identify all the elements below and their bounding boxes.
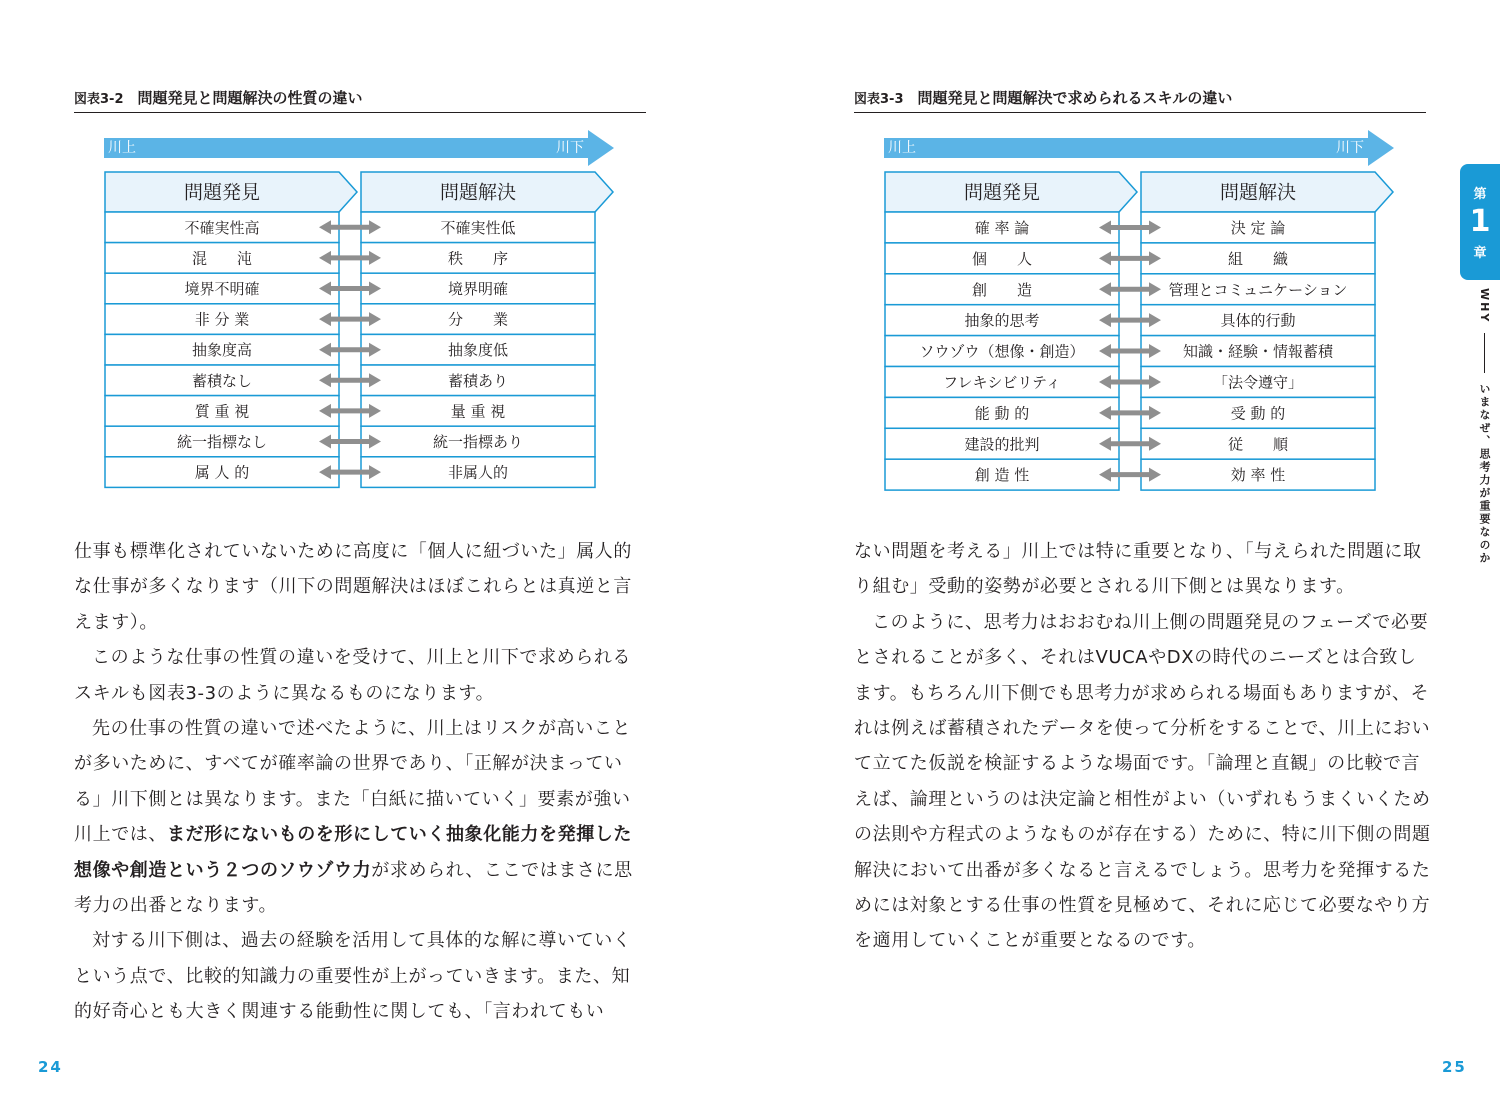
chapter-tab [1460, 164, 1500, 280]
problem-solving-header: 問題解決 [1219, 181, 1297, 204]
double-arrow-icon [1099, 220, 1161, 234]
row-left-text: 蓄積なし [191, 371, 253, 390]
problem-finding-header: 問題発見 [183, 181, 261, 204]
running-header-title: いまなぜ、思考力が重要なのか [1478, 383, 1491, 565]
figure-number: 図表3-3 [854, 92, 904, 107]
row-left-text: 創 造 [971, 280, 1033, 299]
double-arrow-icon [1099, 437, 1161, 451]
double-arrow-icon [319, 343, 381, 357]
row-left-text: 非 分 業 [194, 310, 250, 329]
double-arrow-icon [319, 312, 381, 326]
double-arrow-icon [1099, 468, 1161, 482]
double-arrow-icon [319, 465, 381, 479]
running-header [1462, 288, 1492, 565]
row-left-text: 質 重 視 [194, 402, 250, 421]
double-arrow-icon [1099, 344, 1161, 358]
row-right-text: 蓄積あり [447, 371, 509, 390]
row-right-text: 受 動 的 [1230, 404, 1286, 423]
row-left-text: 建設的批判 [964, 435, 1040, 454]
row-right-text: 知識・経験・情報蓄積 [1182, 342, 1334, 361]
double-arrow-icon [319, 251, 381, 265]
problem-finding-header: 問題発見 [963, 181, 1041, 204]
row-right-text: 統一指標あり [432, 433, 524, 451]
figure-title-right [854, 84, 1426, 113]
row-right-text: 分 業 [447, 310, 509, 329]
row-right-text: 非属人的 [447, 463, 509, 482]
flow-arrow [104, 130, 614, 166]
row-left-text: ソウゾウ（想像・創造） [919, 342, 1085, 361]
paragraph: このように、思考力はおおむね川上側の問題発見のフェーズで必要とされることが多く、それはVUCAやDXの時代のニーズとは合致します。もちろん川下側でも思考力が求められる場面もありますが、それは例えば蓄積されたデータを使って分析をすることで、川上において立てた仮説を検証するような場面です。「論理と直観」の比較で言えば、論理というのは決定論と相性がよい（いずれもうまくいくための法則や方程式のようなものが存在する）ために、特に川下側の問題解決において出番が多くなると言えるでしょう。思考力を発揮するためには対象とする仕事の性質を見極めて、それに応じて必要なやり方を適用していくことが重要となるのです。 [854, 611, 1431, 952]
row-right-text: 「法令遵守」 [1212, 373, 1304, 392]
figure-title-text: 問題発見と問題解決で求められるスキルの違い [917, 89, 1233, 107]
double-arrow-icon [319, 282, 381, 296]
row-left-text: 抽象度高 [191, 341, 253, 360]
double-arrow-icon [319, 220, 381, 234]
downstream-label: 川下 [1336, 140, 1364, 156]
double-arrow-icon [319, 373, 381, 387]
figure-title-text: 問題発見と問題解決の性質の違い [137, 89, 363, 107]
running-header-why: WHY [1478, 288, 1491, 324]
upstream-label: 川上 [108, 140, 136, 156]
paragraph: 先の仕事の性質の違いで述べたように、川上はリスクが高いことが多いために、すべてが確率論の世界であり、「正解が決まっている」川下側とは異なります。また「白紙に描いていく」要素が強い川上では、まだ形にないものを形にしていく抽象化能力を発揮した想像や創造という２つのソウゾウ力が求められ、ここではまさに思考力の出番となります。 [74, 718, 633, 917]
double-arrow-icon [319, 404, 381, 418]
row-left-text: 不確実性高 [184, 218, 260, 237]
figure-number: 図表3-2 [74, 92, 124, 107]
upstream-label: 川上 [888, 140, 916, 156]
row-left-text: 創 造 性 [974, 466, 1030, 485]
problem-solving-header: 問題解決 [439, 181, 517, 204]
paragraph: 仕事も標準化されていないために高度に「個人に紐づいた」属人的な仕事が多くなります（川下の問題解決はほぼこれらとは真逆と言えます）。 [74, 541, 632, 633]
row-right-text: 組 織 [1227, 249, 1289, 268]
divider [1484, 333, 1485, 373]
chapter-number: 1 [1469, 204, 1491, 239]
flow-arrow [884, 130, 1394, 166]
row-left-text: 統一指標なし [176, 433, 268, 451]
row-left-text: 抽象的思考 [964, 311, 1040, 330]
row-right-text: 決 定 論 [1230, 218, 1286, 237]
row-right-text: 量 重 視 [450, 402, 506, 421]
double-arrow-icon [1099, 251, 1161, 265]
row-left-text: 属 人 的 [194, 463, 250, 482]
page-number-right: 25 [1442, 1058, 1467, 1076]
body-text-right [854, 534, 1432, 959]
body-text-left [74, 534, 648, 1030]
row-left-text: 境界不明確 [184, 280, 260, 298]
paragraph: このような仕事の性質の違いを受けて、川上と川下で求められるスキルも図表3-3のように異なるものになります。 [74, 647, 632, 704]
row-right-text: 不確実性低 [440, 218, 516, 237]
double-arrow-icon [319, 435, 381, 449]
row-right-text: 従 順 [1227, 435, 1289, 454]
figure-title-left [74, 84, 646, 113]
paragraph: ない問題を考える」川上では特に重要となり、「与えられた問題に取り組む」受動的姿勢が必要とされる川下側とは異なります。 [854, 541, 1422, 598]
double-arrow-icon [1099, 282, 1161, 296]
double-arrow-icon [1099, 375, 1161, 389]
row-left-text: 能 動 的 [974, 404, 1030, 423]
downstream-label: 川下 [556, 140, 584, 156]
figure-3-3-diagram [884, 130, 1396, 495]
row-left-text: 混 沌 [191, 249, 253, 268]
chapter-prefix: 第 [1473, 187, 1487, 202]
double-arrow-icon [1099, 313, 1161, 327]
row-right-text: 境界明確 [447, 280, 509, 298]
figure-3-2-diagram [104, 130, 616, 492]
emphasis-text: まだ形にないものを形にしていく抽象化能力を発揮した想像や創造という２つのソウゾウ力 [74, 824, 632, 881]
paragraph: 対する川下側は、過去の経験を活用して具体的な解に導いていくという点で、比較的知識力の重要性が上がっていきます。また、知的好奇心とも大きく関連する能動性に関しても、「言われてもい [74, 930, 632, 1023]
double-arrow-icon [1099, 406, 1161, 420]
row-right-text: 秩 序 [447, 249, 509, 268]
row-right-text: 抽象度低 [447, 341, 509, 360]
row-left-text: 確 率 論 [974, 218, 1030, 237]
row-right-text: 具体的行動 [1220, 311, 1296, 330]
row-left-text: 個 人 [971, 249, 1033, 268]
row-left-text: フレキシビリティ [943, 373, 1061, 392]
page-number-left: 24 [38, 1058, 63, 1076]
chapter-suffix: 章 [1473, 246, 1487, 261]
row-right-text: 効 率 性 [1230, 466, 1286, 485]
row-right-text: 管理とコミュニケーション [1168, 280, 1348, 299]
